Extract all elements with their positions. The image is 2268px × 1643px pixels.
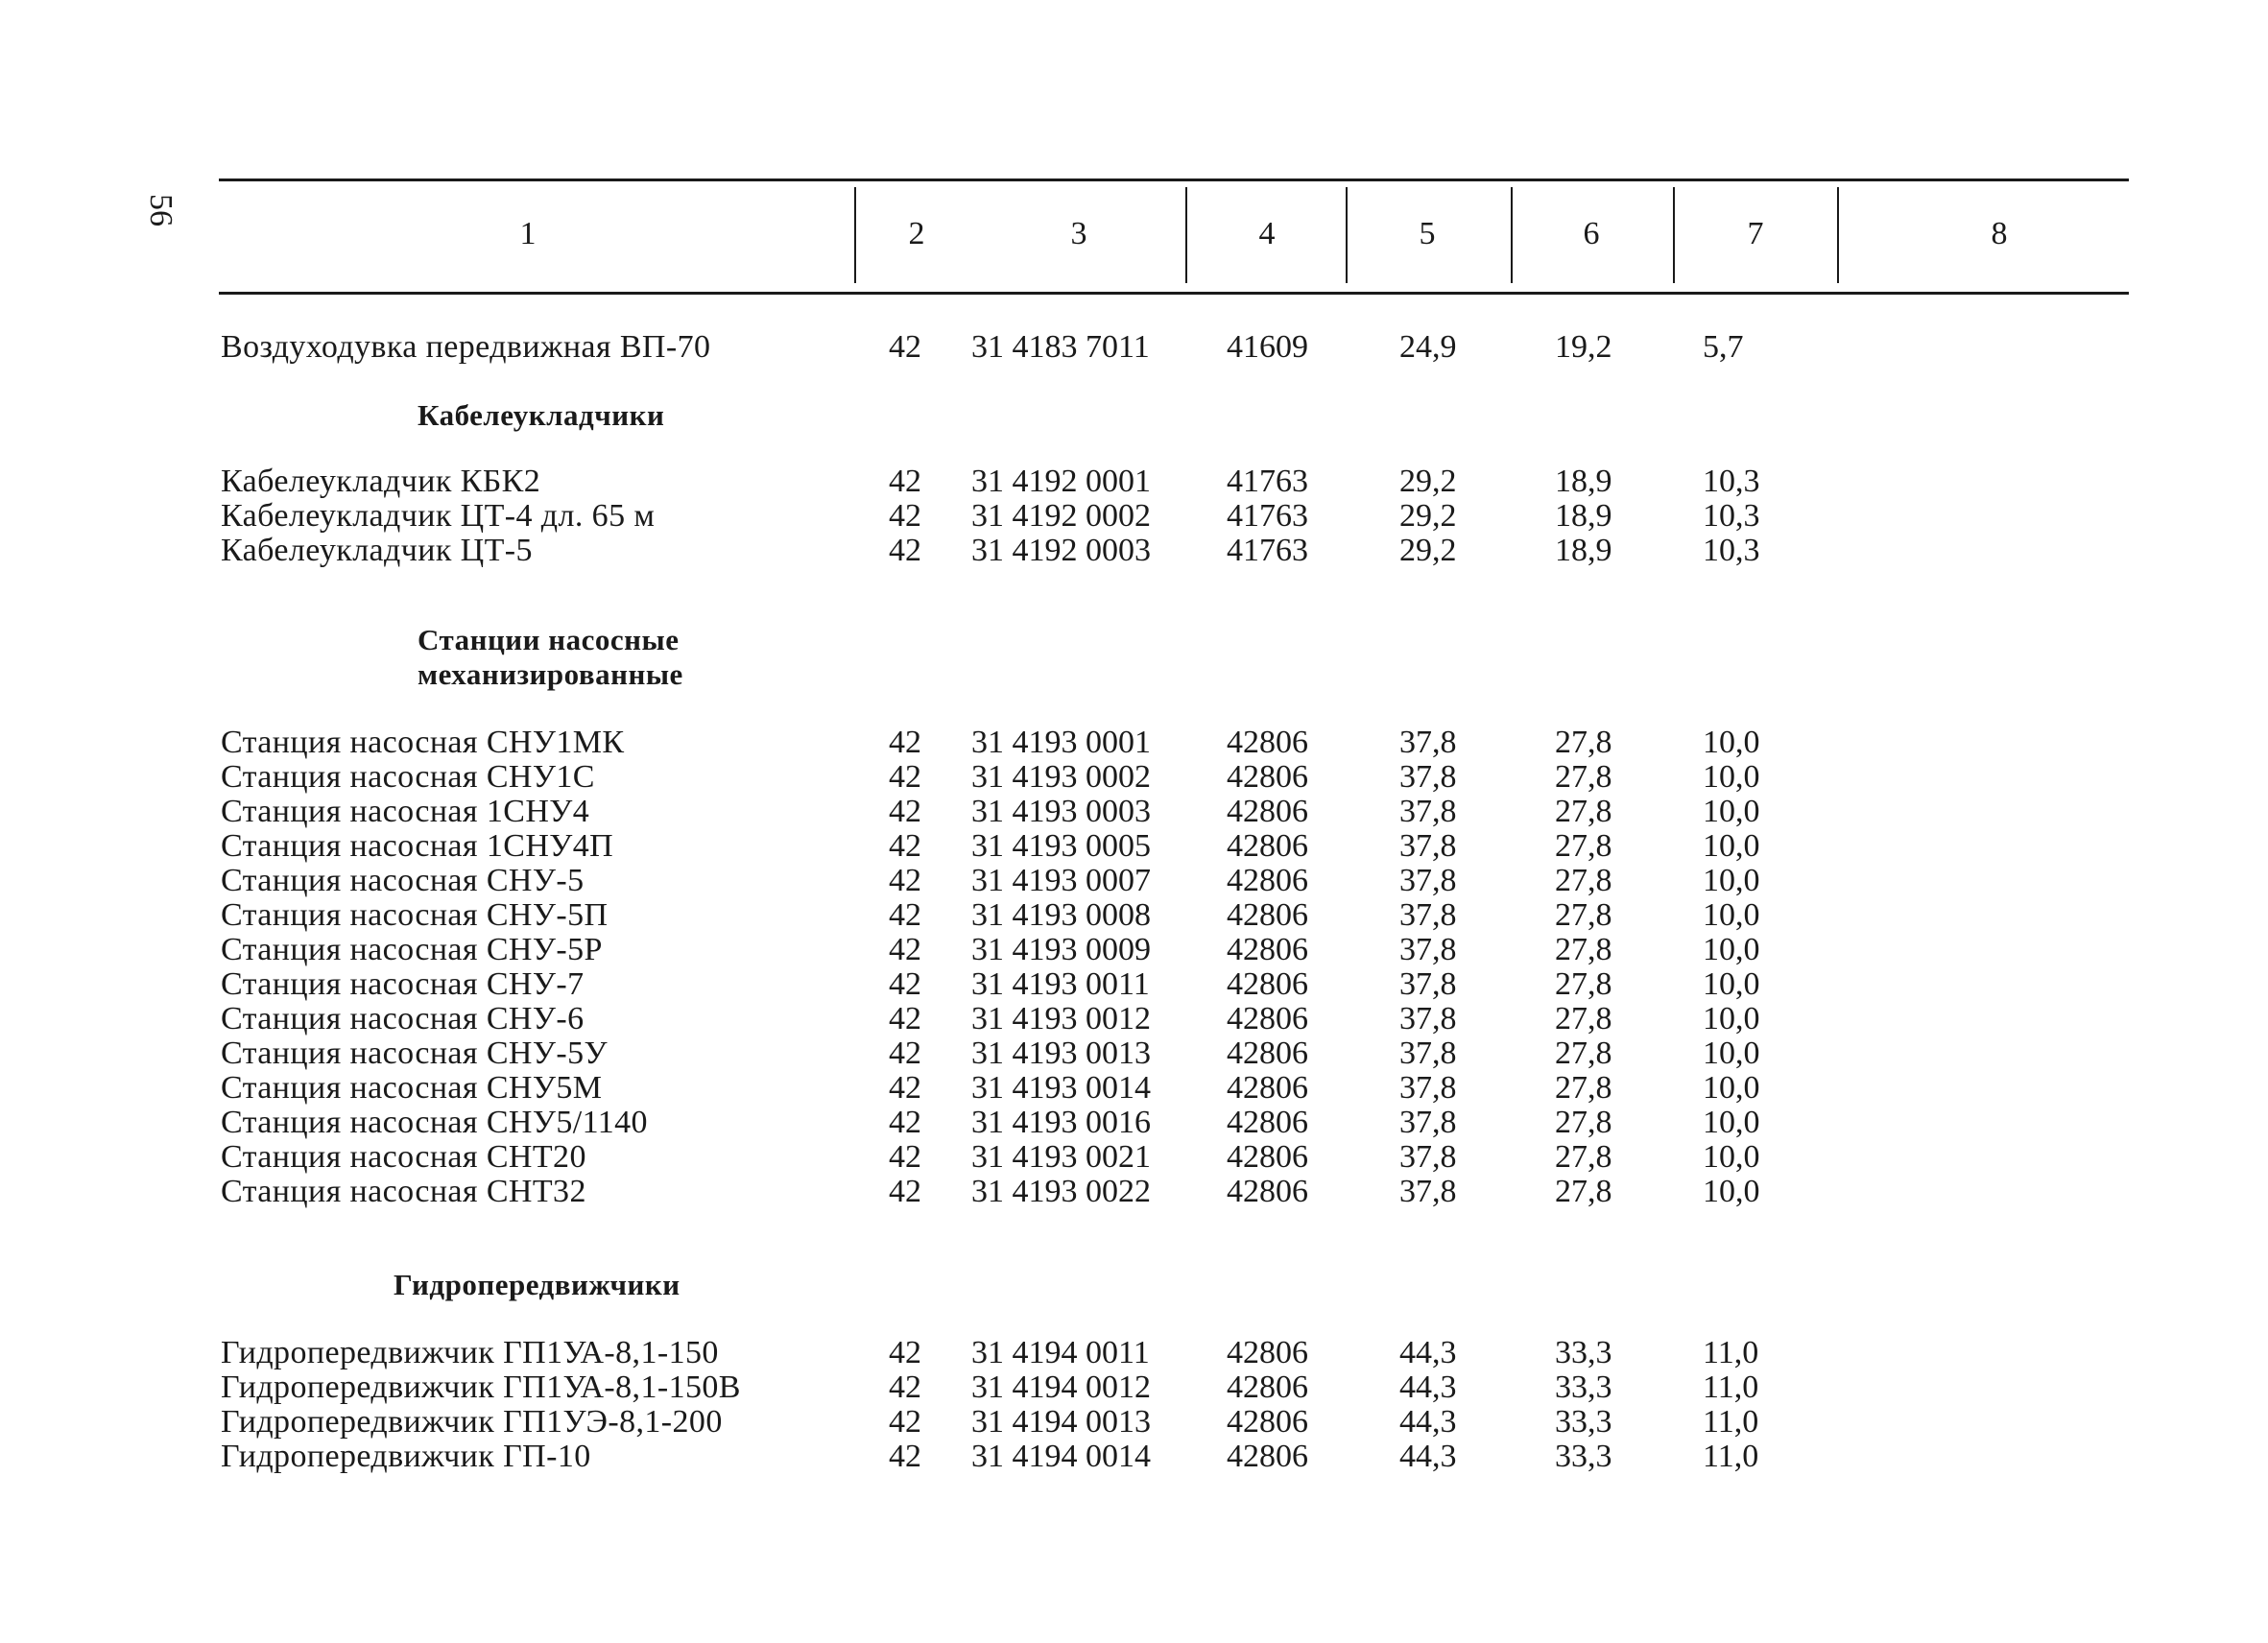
col-6-value: 27,8 bbox=[1555, 1070, 1612, 1106]
item-name: Станция насосная 1СНУ4 bbox=[221, 794, 590, 829]
col-4-value: 42806 bbox=[1227, 897, 1308, 933]
col-5-value: 37,8 bbox=[1399, 1105, 1457, 1140]
col-5-value: 44,3 bbox=[1399, 1404, 1457, 1440]
col-5-value: 24,9 bbox=[1399, 329, 1457, 365]
col-7-value: 10,0 bbox=[1703, 897, 1760, 933]
col-4-value: 42806 bbox=[1227, 828, 1308, 864]
item-name: Станция насосная СНУ5М bbox=[221, 1070, 603, 1106]
col-4-value: 42806 bbox=[1227, 794, 1308, 829]
col-6-value: 27,8 bbox=[1555, 759, 1612, 795]
column-separator bbox=[1673, 187, 1675, 283]
col-4-value: 41763 bbox=[1227, 533, 1308, 568]
table-row bbox=[0, 534, 2268, 568]
col-3-code: 31 4193 0021 bbox=[971, 1139, 1151, 1175]
item-name: Станция насосная СНУ-5 bbox=[221, 863, 585, 898]
col-2-value: 42 bbox=[889, 1036, 921, 1071]
col-5-value: 44,3 bbox=[1399, 1369, 1457, 1405]
col-7-value: 11,0 bbox=[1703, 1439, 1759, 1474]
table-row bbox=[0, 1140, 2268, 1175]
col-5-value: 37,8 bbox=[1399, 1036, 1457, 1071]
col-7-value: 10,0 bbox=[1703, 1139, 1760, 1175]
column-header-3: 3 bbox=[1070, 216, 1087, 251]
table-top-rule bbox=[219, 179, 2129, 181]
col-5-value: 29,2 bbox=[1399, 498, 1457, 534]
col-7-value: 10,0 bbox=[1703, 1070, 1760, 1106]
table-row bbox=[0, 1440, 2268, 1474]
col-4-value: 42806 bbox=[1227, 863, 1308, 898]
col-4-value: 42806 bbox=[1227, 966, 1308, 1002]
col-2-value: 42 bbox=[889, 966, 921, 1002]
item-name: Кабелеукладчик КБК2 bbox=[221, 464, 541, 499]
col-5-value: 37,8 bbox=[1399, 897, 1457, 933]
section-heading: Гидропередвижчики bbox=[394, 1268, 680, 1301]
col-3-code: 31 4193 0012 bbox=[971, 1001, 1151, 1036]
table-row bbox=[0, 933, 2268, 967]
item-name: Станция насосная СНТ20 bbox=[221, 1139, 586, 1175]
item-name: Гидропередвижчик ГП1УА-8,1-150 bbox=[221, 1335, 719, 1370]
col-4-value: 41763 bbox=[1227, 498, 1308, 534]
col-3-code: 31 4193 0001 bbox=[971, 725, 1151, 760]
col-7-value: 10,0 bbox=[1703, 1105, 1760, 1140]
col-2-value: 42 bbox=[889, 1404, 921, 1440]
item-name: Станция насосная СНУ-5Р bbox=[221, 932, 603, 967]
col-5-value: 37,8 bbox=[1399, 863, 1457, 898]
item-name: Воздуходувка передвижная ВП-70 bbox=[221, 329, 711, 365]
col-6-value: 19,2 bbox=[1555, 329, 1612, 365]
col-7-value: 11,0 bbox=[1703, 1404, 1759, 1440]
col-3-code: 31 4193 0002 bbox=[971, 759, 1151, 795]
col-5-value: 29,2 bbox=[1399, 464, 1457, 499]
col-3-code: 31 4193 0009 bbox=[971, 932, 1151, 967]
column-separator bbox=[1346, 187, 1348, 283]
col-7-value: 10,0 bbox=[1703, 966, 1760, 1002]
col-6-value: 27,8 bbox=[1555, 932, 1612, 967]
col-3-code: 31 4193 0005 bbox=[971, 828, 1151, 864]
table-row bbox=[0, 795, 2268, 829]
col-3-code: 31 4194 0013 bbox=[971, 1404, 1151, 1440]
col-3-code: 31 4194 0014 bbox=[971, 1439, 1151, 1474]
col-6-value: 18,9 bbox=[1555, 498, 1612, 534]
col-5-value: 37,8 bbox=[1399, 1139, 1457, 1175]
col-7-value: 5,7 bbox=[1703, 329, 1744, 365]
col-7-value: 10,0 bbox=[1703, 1036, 1760, 1071]
col-3-code: 31 4193 0003 bbox=[971, 794, 1151, 829]
item-name: Кабелеукладчик ЦТ-4 дл. 65 м bbox=[221, 498, 656, 534]
col-6-value: 27,8 bbox=[1555, 1174, 1612, 1209]
col-3-code: 31 4193 0022 bbox=[971, 1174, 1151, 1209]
col-6-value: 27,8 bbox=[1555, 1139, 1612, 1175]
col-5-value: 44,3 bbox=[1399, 1439, 1457, 1474]
col-3-code: 31 4193 0013 bbox=[971, 1036, 1151, 1071]
col-4-value: 42806 bbox=[1227, 1001, 1308, 1036]
column-separator bbox=[1185, 187, 1187, 283]
col-3-code: 31 4193 0007 bbox=[971, 863, 1151, 898]
section-heading: Станции насосные bbox=[418, 623, 680, 656]
col-3-code: 31 4193 0011 bbox=[971, 966, 1150, 1002]
col-6-value: 27,8 bbox=[1555, 828, 1612, 864]
table-row bbox=[0, 829, 2268, 864]
column-separator bbox=[1837, 187, 1839, 283]
col-7-value: 10,0 bbox=[1703, 863, 1760, 898]
table-row bbox=[0, 499, 2268, 534]
table-row bbox=[0, 1175, 2268, 1209]
column-header-1: 1 bbox=[519, 216, 537, 251]
col-2-value: 42 bbox=[889, 1070, 921, 1106]
col-6-value: 33,3 bbox=[1555, 1335, 1612, 1370]
item-name: Станция насосная 1СНУ4П bbox=[221, 828, 614, 864]
col-3-code: 31 4192 0001 bbox=[971, 464, 1151, 499]
col-6-value: 27,8 bbox=[1555, 863, 1612, 898]
col-4-value: 42806 bbox=[1227, 1036, 1308, 1071]
col-2-value: 42 bbox=[889, 464, 921, 499]
col-5-value: 44,3 bbox=[1399, 1335, 1457, 1370]
table-row bbox=[0, 760, 2268, 795]
item-name: Кабелеукладчик ЦТ-5 bbox=[221, 533, 533, 568]
table-header-bottom-rule bbox=[219, 292, 2129, 295]
col-7-value: 10,3 bbox=[1703, 498, 1760, 534]
col-2-value: 42 bbox=[889, 1335, 921, 1370]
col-2-value: 42 bbox=[889, 1369, 921, 1405]
col-5-value: 37,8 bbox=[1399, 794, 1457, 829]
col-6-value: 27,8 bbox=[1555, 1105, 1612, 1140]
column-separator bbox=[854, 187, 856, 283]
table-row bbox=[0, 864, 2268, 898]
col-4-value: 42806 bbox=[1227, 1139, 1308, 1175]
col-5-value: 37,8 bbox=[1399, 828, 1457, 864]
col-4-value: 42806 bbox=[1227, 759, 1308, 795]
table-row bbox=[0, 464, 2268, 499]
col-6-value: 33,3 bbox=[1555, 1404, 1612, 1440]
table-row bbox=[0, 1071, 2268, 1106]
col-6-value: 27,8 bbox=[1555, 725, 1612, 760]
col-4-value: 42806 bbox=[1227, 1335, 1308, 1370]
col-5-value: 37,8 bbox=[1399, 1174, 1457, 1209]
col-2-value: 42 bbox=[889, 1001, 921, 1036]
table-row bbox=[0, 1336, 2268, 1370]
col-2-value: 42 bbox=[889, 725, 921, 760]
table-row bbox=[0, 1405, 2268, 1440]
col-5-value: 29,2 bbox=[1399, 533, 1457, 568]
table-row bbox=[0, 1370, 2268, 1405]
table-row bbox=[0, 726, 2268, 760]
col-7-value: 10,3 bbox=[1703, 533, 1760, 568]
col-2-value: 42 bbox=[889, 1439, 921, 1474]
col-4-value: 41763 bbox=[1227, 464, 1308, 499]
col-6-value: 27,8 bbox=[1555, 1001, 1612, 1036]
col-7-value: 10,0 bbox=[1703, 932, 1760, 967]
col-3-code: 31 4192 0003 bbox=[971, 533, 1151, 568]
col-2-value: 42 bbox=[889, 828, 921, 864]
column-separator bbox=[1511, 187, 1513, 283]
page-number: 56 bbox=[143, 194, 179, 226]
item-name: Станция насосная СНУ-6 bbox=[221, 1001, 585, 1036]
item-name: Станция насосная СНУ1МК bbox=[221, 725, 625, 760]
col-7-value: 11,0 bbox=[1703, 1369, 1759, 1405]
col-2-value: 42 bbox=[889, 1105, 921, 1140]
col-6-value: 33,3 bbox=[1555, 1369, 1612, 1405]
col-4-value: 42806 bbox=[1227, 1070, 1308, 1106]
table-row bbox=[0, 898, 2268, 933]
col-5-value: 37,8 bbox=[1399, 1070, 1457, 1106]
col-7-value: 10,0 bbox=[1703, 759, 1760, 795]
item-name: Станция насосная СНУ-5У bbox=[221, 1036, 608, 1071]
item-name: Станция насосная СНУ-7 bbox=[221, 966, 585, 1002]
col-4-value: 42806 bbox=[1227, 1174, 1308, 1209]
col-6-value: 18,9 bbox=[1555, 464, 1612, 499]
column-header-8: 8 bbox=[1991, 216, 2008, 251]
col-2-value: 42 bbox=[889, 498, 921, 534]
col-4-value: 42806 bbox=[1227, 725, 1308, 760]
col-7-value: 11,0 bbox=[1703, 1335, 1759, 1370]
column-header-2: 2 bbox=[908, 216, 925, 251]
col-3-code: 31 4193 0014 bbox=[971, 1070, 1151, 1106]
item-name: Станция насосная СНУ5/1140 bbox=[221, 1105, 648, 1140]
col-2-value: 42 bbox=[889, 533, 921, 568]
column-header-7: 7 bbox=[1747, 216, 1764, 251]
col-2-value: 42 bbox=[889, 759, 921, 795]
item-name: Гидропередвижчик ГП1УА-8,1-150В bbox=[221, 1369, 741, 1405]
col-4-value: 42806 bbox=[1227, 932, 1308, 967]
column-header-4: 4 bbox=[1258, 216, 1276, 251]
col-4-value: 42806 bbox=[1227, 1369, 1308, 1405]
col-7-value: 10,0 bbox=[1703, 1001, 1760, 1036]
col-2-value: 42 bbox=[889, 1139, 921, 1175]
section-heading: Кабелеукладчики bbox=[418, 398, 665, 432]
col-2-value: 42 bbox=[889, 863, 921, 898]
table-row bbox=[0, 1106, 2268, 1140]
col-5-value: 37,8 bbox=[1399, 759, 1457, 795]
col-2-value: 42 bbox=[889, 897, 921, 933]
col-4-value: 41609 bbox=[1227, 329, 1308, 365]
col-7-value: 10,0 bbox=[1703, 725, 1760, 760]
section-heading-continued: механизированные bbox=[418, 657, 683, 691]
col-6-value: 18,9 bbox=[1555, 533, 1612, 568]
col-4-value: 42806 bbox=[1227, 1439, 1308, 1474]
col-5-value: 37,8 bbox=[1399, 1001, 1457, 1036]
col-5-value: 37,8 bbox=[1399, 966, 1457, 1002]
col-7-value: 10,0 bbox=[1703, 794, 1760, 829]
table-row bbox=[0, 1002, 2268, 1036]
col-7-value: 10,0 bbox=[1703, 1174, 1760, 1209]
table-row bbox=[0, 1036, 2268, 1071]
col-2-value: 42 bbox=[889, 932, 921, 967]
col-6-value: 27,8 bbox=[1555, 794, 1612, 829]
col-4-value: 42806 bbox=[1227, 1404, 1308, 1440]
col-7-value: 10,0 bbox=[1703, 828, 1760, 864]
col-3-code: 31 4193 0008 bbox=[971, 897, 1151, 933]
item-name: Станция насосная СНТ32 bbox=[221, 1174, 586, 1209]
item-name: Станция насосная СНУ-5П bbox=[221, 897, 609, 933]
col-5-value: 37,8 bbox=[1399, 932, 1457, 967]
col-7-value: 10,3 bbox=[1703, 464, 1760, 499]
column-header-6: 6 bbox=[1583, 216, 1600, 251]
col-2-value: 42 bbox=[889, 794, 921, 829]
col-5-value: 37,8 bbox=[1399, 725, 1457, 760]
col-6-value: 33,3 bbox=[1555, 1439, 1612, 1474]
item-name: Станция насосная СНУ1С bbox=[221, 759, 595, 795]
col-6-value: 27,8 bbox=[1555, 1036, 1612, 1071]
col-4-value: 42806 bbox=[1227, 1105, 1308, 1140]
col-2-value: 42 bbox=[889, 329, 921, 365]
col-3-code: 31 4193 0016 bbox=[971, 1105, 1151, 1140]
item-name: Гидропередвижчик ГП1УЭ-8,1-200 bbox=[221, 1404, 723, 1440]
col-6-value: 27,8 bbox=[1555, 897, 1612, 933]
col-6-value: 27,8 bbox=[1555, 966, 1612, 1002]
table-row bbox=[0, 330, 2268, 365]
col-2-value: 42 bbox=[889, 1174, 921, 1209]
table-row bbox=[0, 967, 2268, 1002]
col-3-code: 31 4194 0011 bbox=[971, 1335, 1150, 1370]
col-3-code: 31 4183 7011 bbox=[971, 329, 1150, 365]
item-name: Гидропередвижчик ГП-10 bbox=[221, 1439, 591, 1474]
col-3-code: 31 4192 0002 bbox=[971, 498, 1151, 534]
column-header-5: 5 bbox=[1419, 216, 1436, 251]
col-3-code: 31 4194 0012 bbox=[971, 1369, 1151, 1405]
